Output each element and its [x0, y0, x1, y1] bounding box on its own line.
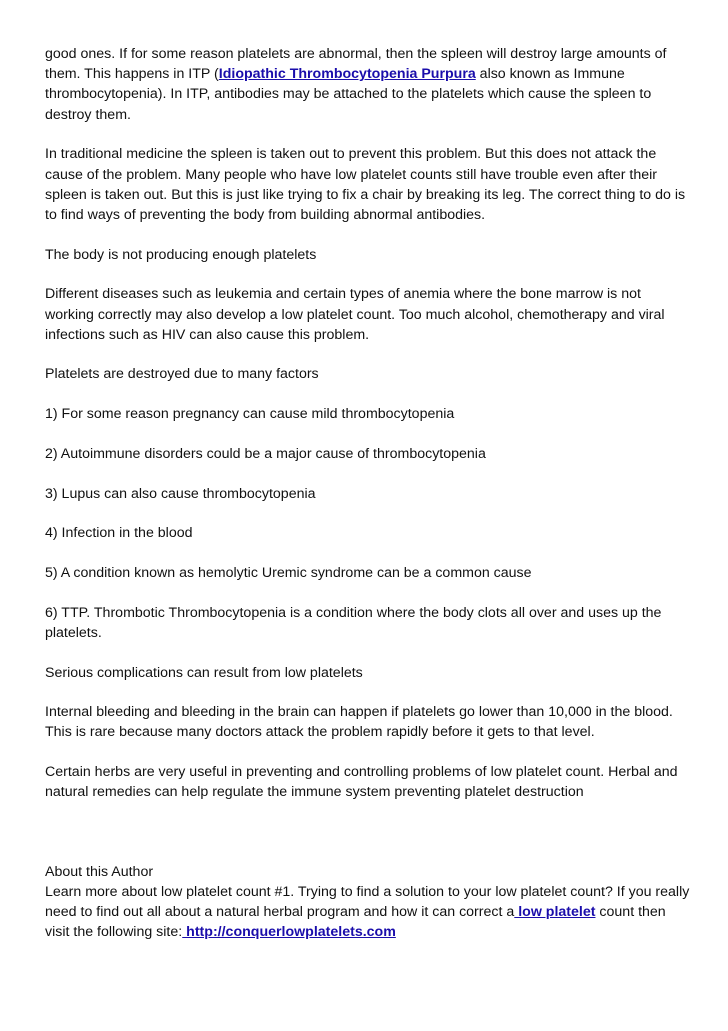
heading-destroyed: Platelets are destroyed due to many factors	[45, 366, 319, 383]
list-item: 2) Autoimmune disorders could be a major cause of thrombocytopenia	[45, 445, 486, 462]
author-text	[45, 882, 690, 943]
list-item: 5) A condition known as hemolytic Uremic syndrome can be a common cause	[45, 564, 532, 581]
document-page	[45, 44, 690, 942]
list-item: 3) Lupus can also cause thrombocytopenia	[45, 485, 316, 502]
heading-not-producing: The body is not producing enough platelets	[45, 246, 317, 263]
author-text-part2: count then visit the following site:	[45, 903, 666, 941]
itp-link[interactable]: Idiopathic Thrombocytopenia Purpura	[218, 66, 476, 83]
site-url-link[interactable]: http://conquerlowplatelets.com	[182, 924, 396, 941]
list-item: 4) Infection in the blood	[45, 525, 193, 542]
paragraph-itp-text-before: good ones. If for some reason platelets are abnormal, then the spleen will destroy large amounts of them. This happens in ITP (	[45, 46, 667, 83]
author-text-part1: Learn more about low platelet count #1. Trying to find a solution to your low platelet count? If you really need to find out all about a natural herbal program and how it can correct a	[45, 883, 690, 920]
low-platelet-link[interactable]: low platelet	[514, 903, 596, 920]
paragraph-itp-text-after: also known as Immune thrombocytopenia). In ITP, antibodies may be attached to the platelets which cause the spleen to destroy them.	[45, 66, 652, 123]
paragraph-spleen: In traditional medicine the spleen is taken out to prevent this problem. But this does not attack the cause of the problem. Many people who have low platelet counts still have trouble even after their spleen is taken out. But this is just like trying to fix a chair by breaking its leg. The correct thing to do is to find ways of preventing the body from building abnormal antibodies.	[45, 146, 686, 223]
paragraph-herbs: Certain herbs are very useful in preventing and controlling problems of low platelet count. Herbal and natural remedies can help regulate the immune system preventing platelet destruction	[45, 764, 678, 801]
author-section	[45, 862, 690, 943]
author-heading: About this Author	[45, 863, 154, 880]
list-item: 1) For some reason pregnancy can cause mild thrombocytopenia	[45, 406, 455, 423]
paragraph-diseases: Different diseases such as leukemia and certain types of anemia where the bone marrow is not working correctly may also develop a low platelet count. Too much alcohol, chemotherapy and viral infections such as HIV can also cause this problem.	[45, 286, 665, 343]
heading-complications: Serious complications can result from low platelets	[45, 664, 363, 681]
list-item: 6) TTP. Thrombotic Thrombocytopenia is a condition where the body clots all over and uses up the platelets.	[45, 604, 662, 641]
paragraph-itp	[45, 44, 690, 125]
paragraph-bleeding: Internal bleeding and bleeding in the brain can happen if platelets go lower than 10,000 in the blood. This is rare because many doctors attack the problem rapidly before it gets to that level.	[45, 704, 673, 741]
